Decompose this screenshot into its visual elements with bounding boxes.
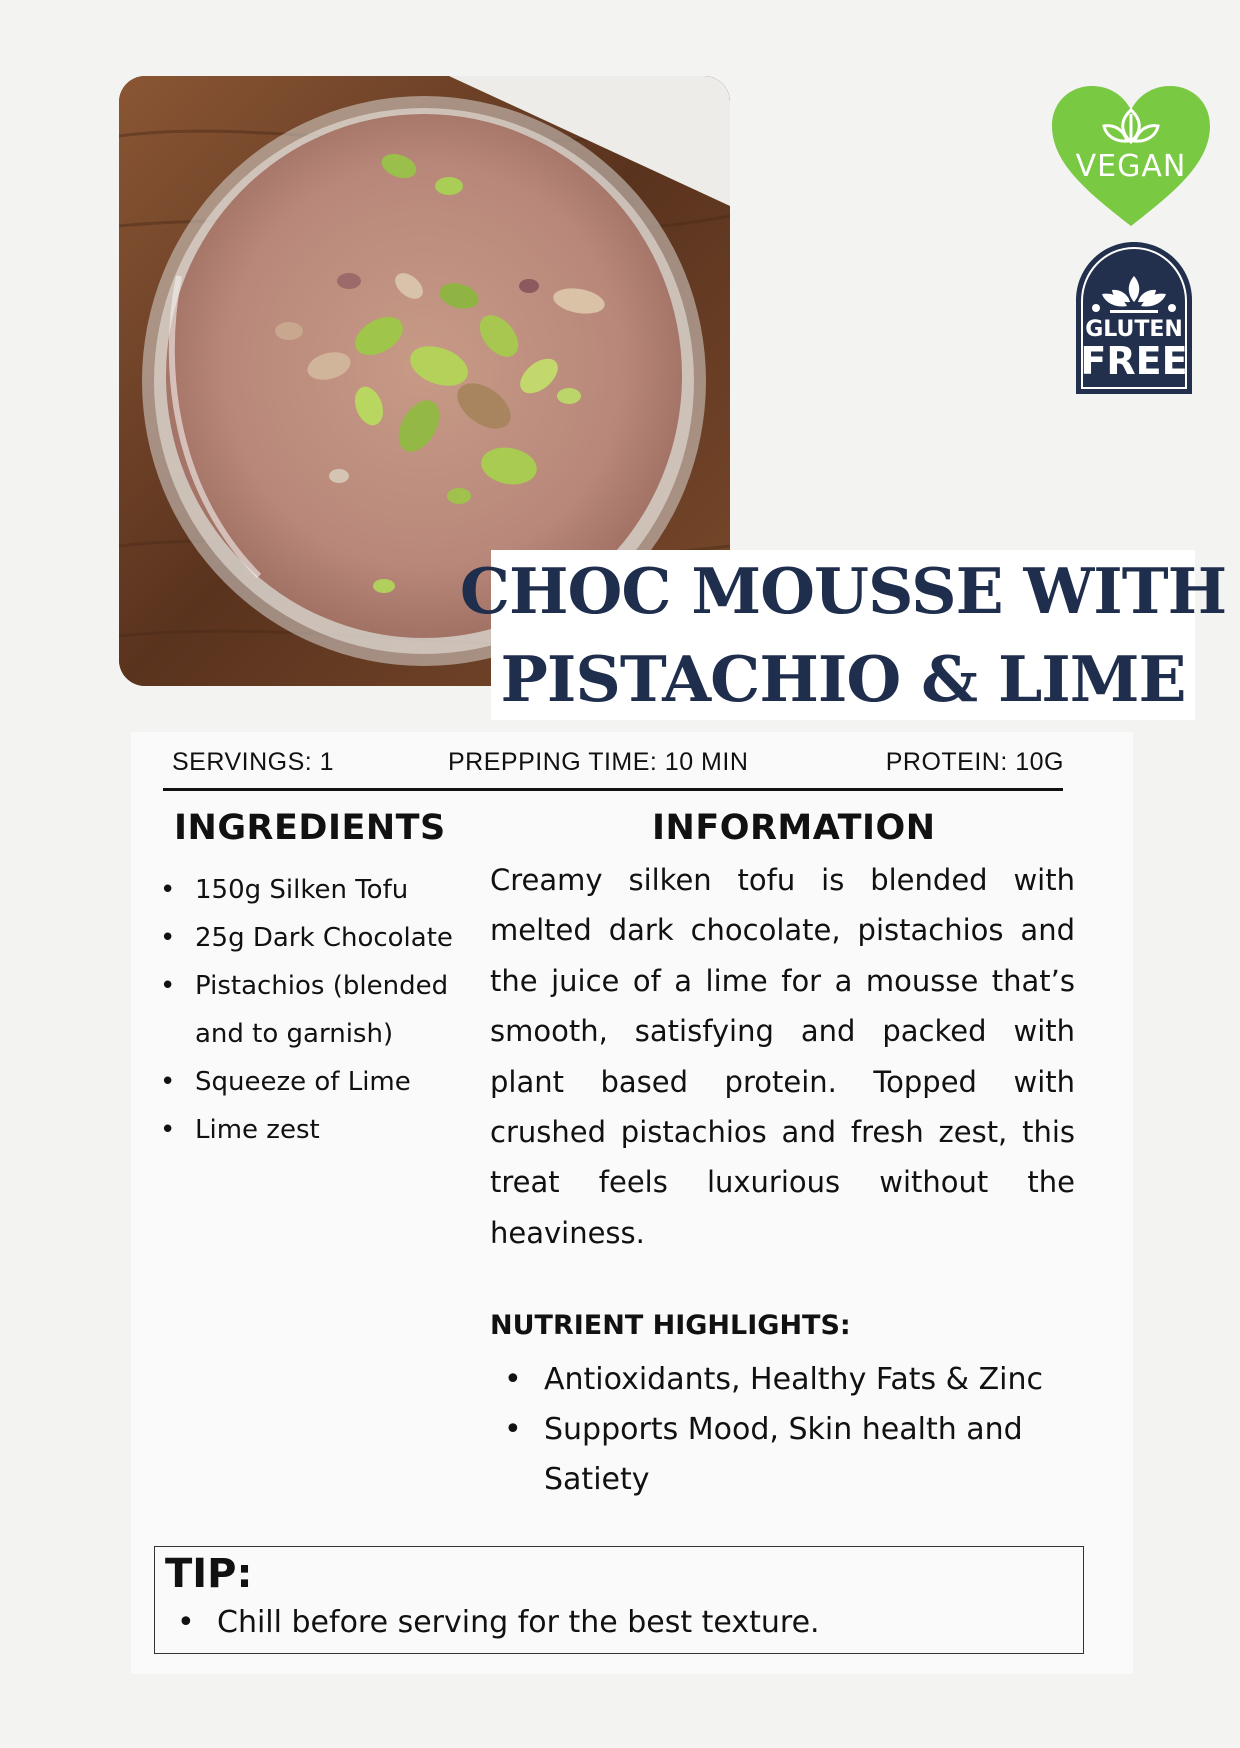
free-label: FREE: [1080, 339, 1188, 383]
information-text: Creamy silken tofu is blended with melted dark chocolate, pistachios and the juice of a lime for a mousse that’s smooth, satisfying and packed with plant based protein. Topped with crushed pistachios and fresh zest, this treat feels luxurious without the heaviness.: [490, 863, 1075, 1250]
recipe-meta: [172, 744, 1064, 788]
vegan-label: VEGAN: [1075, 149, 1187, 184]
tip-list: [175, 1603, 820, 1643]
ingredients-heading: INGREDIENTS: [174, 808, 446, 848]
tip-item: • Chill before serving for the best texture.: [175, 1603, 820, 1643]
protein: PROTEIN: 10G: [885, 748, 1064, 776]
nutrient-item: • Supports Mood, Skin health and Satiety: [500, 1405, 1080, 1505]
ingredient-item: • 25g Dark Chocolate: [160, 914, 460, 962]
title-line-2: PISTACHIO & LIME: [500, 642, 1186, 716]
gluten-free-wheat-icon: [1072, 240, 1196, 396]
vegan-heart-icon: [1050, 84, 1212, 230]
ingredients-list: [160, 866, 460, 1154]
ingredient-item: • Squeeze of Lime: [160, 1058, 460, 1106]
nutrient-item: • Antioxidants, Healthy Fats & Zinc: [500, 1355, 1080, 1405]
meta-divider: [163, 788, 1063, 791]
ingredient-item: • Lime zest: [160, 1106, 460, 1154]
nutrient-highlights-heading: NUTRIENT HIGHLIGHTS:: [490, 1310, 851, 1341]
title-line-1: CHOC MOUSSE WITH: [459, 554, 1227, 628]
recipe-title: [459, 550, 1227, 720]
nutrient-list: [500, 1355, 1080, 1505]
tip-heading: TIP:: [165, 1551, 253, 1597]
prep-time: PREPPING TIME: 10 MIN: [448, 748, 749, 776]
gluten-label: GLUTEN: [1085, 317, 1183, 342]
servings: SERVINGS: 1: [172, 748, 335, 776]
tip-box: [154, 1546, 1084, 1654]
information-heading: INFORMATION: [652, 808, 936, 848]
ingredient-item: • 150g Silken Tofu: [160, 866, 460, 914]
ingredient-item: • Pistachios (blended and to garnish): [160, 962, 460, 1058]
